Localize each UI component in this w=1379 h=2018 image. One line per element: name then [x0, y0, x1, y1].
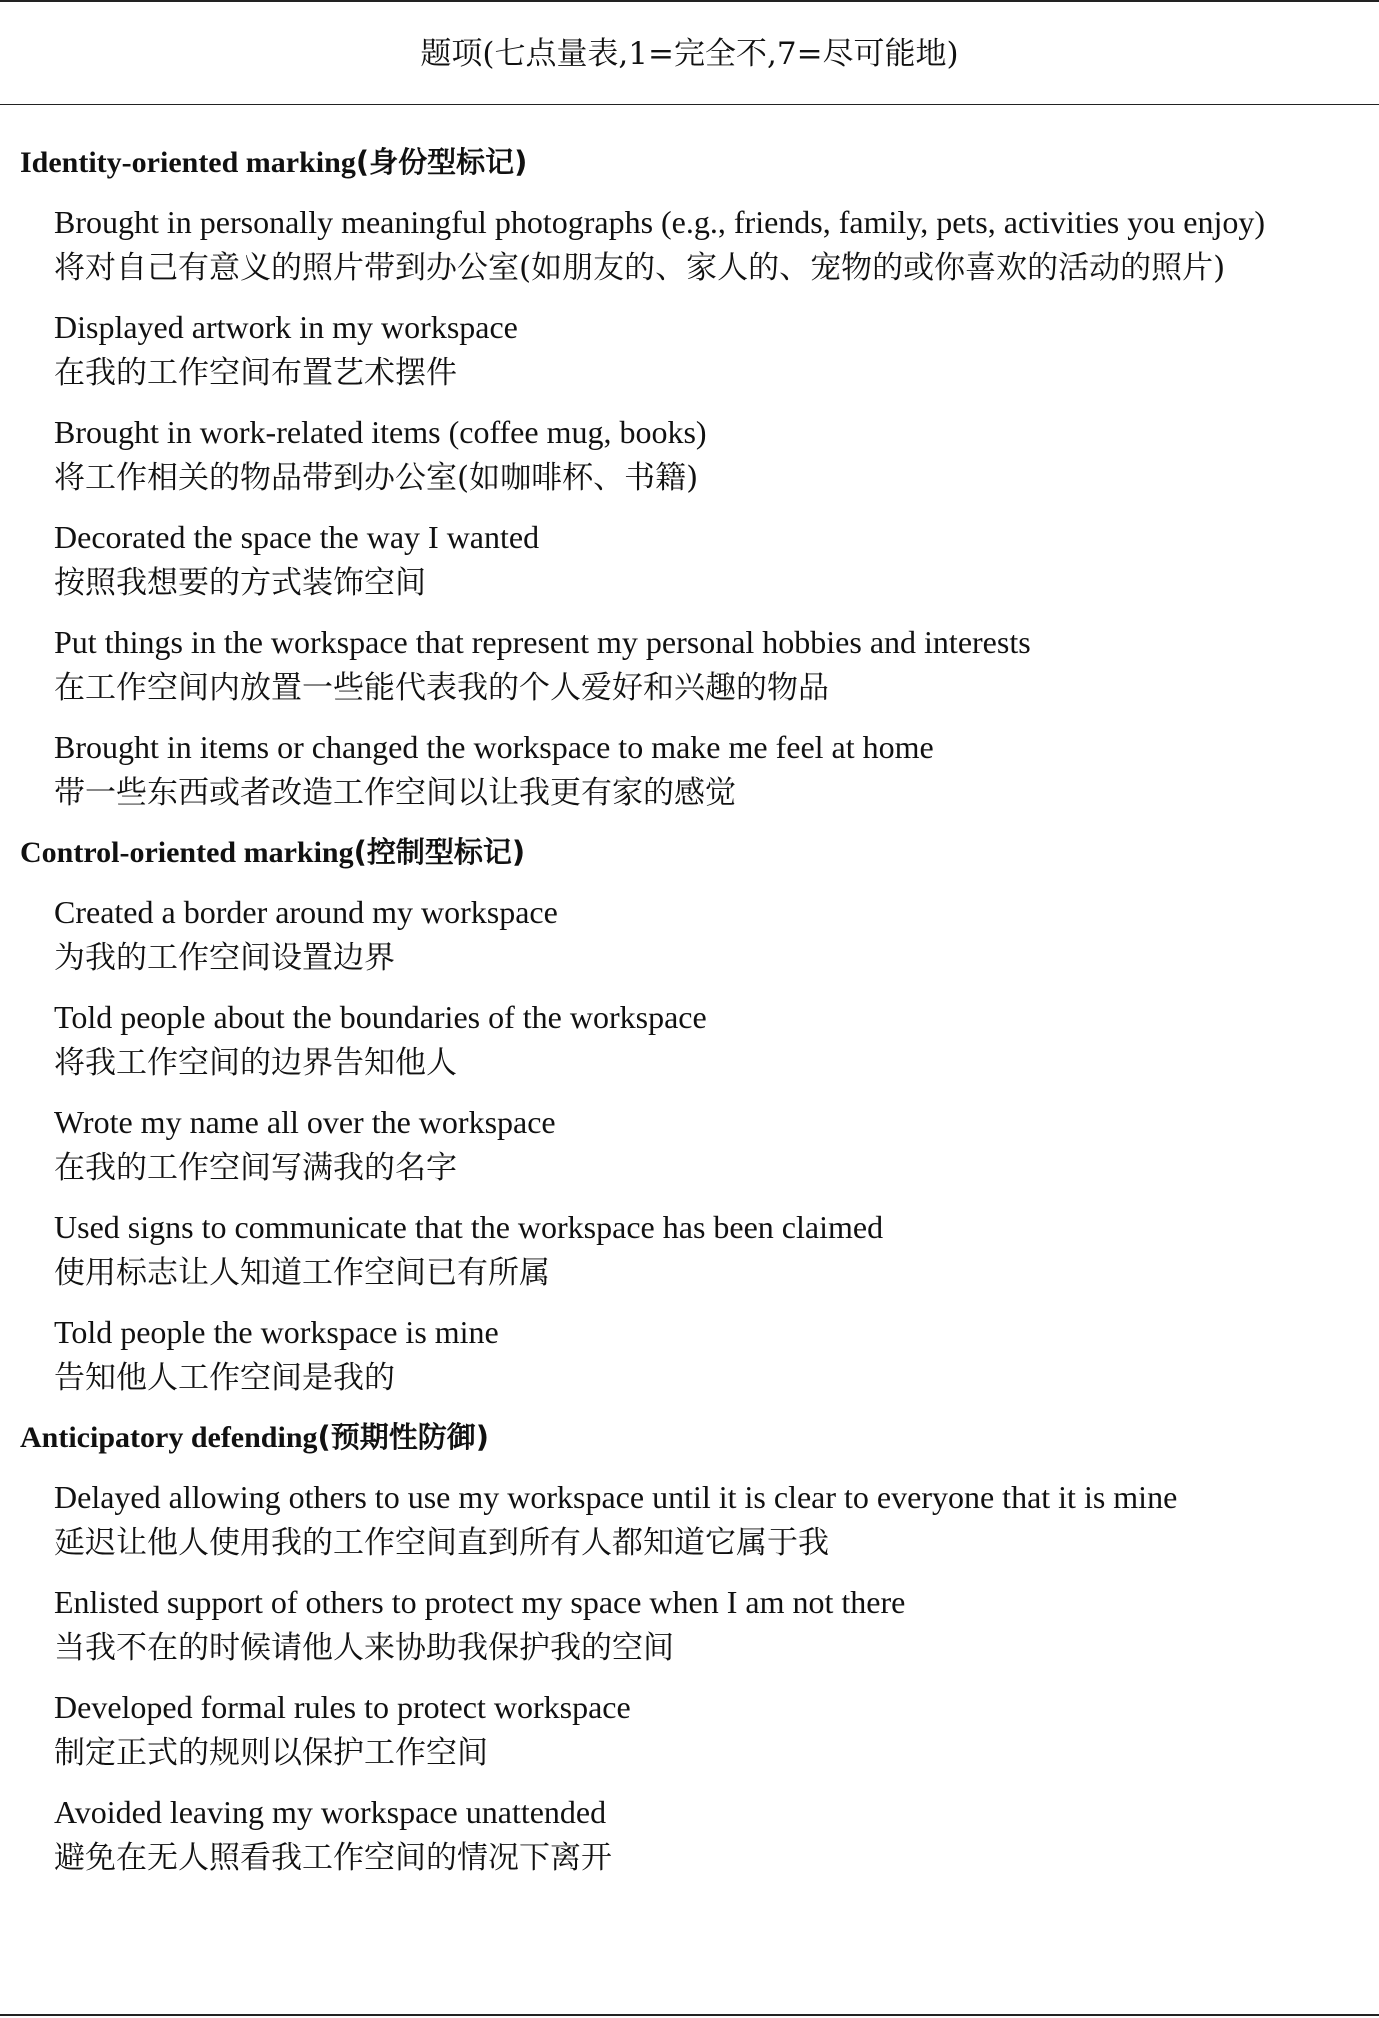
item-chinese: 带一些东西或者改造工作空间以让我更有家的感觉 — [54, 775, 736, 811]
item-english: Created a border around my workspace — [54, 894, 558, 930]
list-item — [54, 409, 1366, 501]
item-english: Brought in personally meaningful photographs (e.g., friends, family, pets, activities you enjoy) — [54, 204, 1265, 240]
bottom-rule — [0, 2014, 1379, 2016]
item-english: Brought in work-related items (coffee mug, books) — [54, 414, 707, 450]
item-chinese: 将我工作空间的边界告知他人 — [54, 1045, 457, 1081]
header-rule — [0, 104, 1379, 105]
item-chinese: 将工作相关的物品带到办公室(如咖啡杯、书籍) — [54, 460, 699, 496]
table-header: 题项(七点量表,1=完全不,7=尽可能地) — [420, 36, 959, 72]
section-title — [20, 828, 1379, 876]
list-item — [54, 1099, 1366, 1191]
item-english: Brought in items or changed the workspace to make me feel at home — [54, 729, 934, 765]
item-chinese: 当我不在的时候请他人来协助我保护我的空间 — [54, 1630, 674, 1666]
list-item — [54, 304, 1366, 396]
item-chinese: 按照我想要的方式装饰空间 — [54, 565, 426, 601]
item-chinese: 延迟让他人使用我的工作空间直到所有人都知道它属于我 — [54, 1525, 829, 1561]
section-title — [20, 1413, 1379, 1461]
item-english: Decorated the space the way I wanted — [54, 519, 540, 555]
list-item — [54, 889, 1366, 981]
top-rule — [0, 0, 1379, 2]
item-english: Delayed allowing others to use my workspace until it is clear to everyone that it is mine — [54, 1479, 1178, 1515]
list-item — [54, 724, 1366, 816]
item-chinese: 避免在无人照看我工作空间的情况下离开 — [54, 1840, 612, 1876]
item-chinese: 制定正式的规则以保护工作空间 — [54, 1735, 488, 1771]
item-chinese: 在我的工作空间布置艺术摆件 — [54, 355, 457, 391]
item-chinese: 告知他人工作空间是我的 — [54, 1360, 395, 1396]
list-item — [54, 619, 1366, 711]
item-english: Used signs to communicate that the workspace has been claimed — [54, 1209, 884, 1245]
section-title-zh: (身份型标记) — [355, 145, 528, 179]
section-anticipatory-defending — [0, 1413, 1379, 1881]
section-identity-oriented — [0, 138, 1379, 816]
section-title-en: Control-oriented marking — [20, 836, 354, 869]
section-title — [20, 138, 1379, 186]
list-item — [54, 1579, 1366, 1671]
section-title-en: Identity-oriented marking — [20, 146, 356, 179]
list-item — [54, 1684, 1366, 1776]
item-english: Enlisted support of others to protect my space when I am not there — [54, 1584, 906, 1620]
item-english: Told people about the boundaries of the workspace — [54, 999, 707, 1035]
item-english: Wrote my name all over the workspace — [54, 1104, 556, 1140]
item-english: Put things in the workspace that represent my personal hobbies and interests — [54, 624, 1031, 660]
list-item — [54, 1474, 1366, 1566]
item-english: Told people the workspace is mine — [54, 1314, 499, 1350]
list-item — [54, 994, 1366, 1086]
table-body — [0, 138, 1379, 1893]
list-item — [54, 1204, 1366, 1296]
section-control-oriented — [0, 828, 1379, 1401]
section-title-en: Anticipatory defending — [20, 1421, 318, 1454]
item-english: Developed formal rules to protect workspace — [54, 1689, 631, 1725]
item-chinese: 在我的工作空间写满我的名字 — [54, 1150, 457, 1186]
item-english: Displayed artwork in my workspace — [54, 309, 518, 345]
item-chinese: 为我的工作空间设置边界 — [54, 940, 395, 976]
item-chinese: 将对自己有意义的照片带到办公室(如朋友的、家人的、宠物的或你喜欢的活动的照片) — [54, 250, 1226, 286]
section-title-zh: (预期性防御) — [317, 1420, 490, 1454]
item-chinese: 在工作空间内放置一些能代表我的个人爱好和兴趣的物品 — [54, 670, 829, 706]
list-item — [54, 199, 1366, 291]
list-item — [54, 1309, 1366, 1401]
list-item — [54, 1789, 1366, 1881]
item-chinese: 使用标志让人知道工作空间已有所属 — [54, 1255, 550, 1291]
list-item — [54, 514, 1366, 606]
section-title-zh: (控制型标记) — [353, 835, 526, 869]
item-english: Avoided leaving my workspace unattended — [54, 1794, 607, 1830]
